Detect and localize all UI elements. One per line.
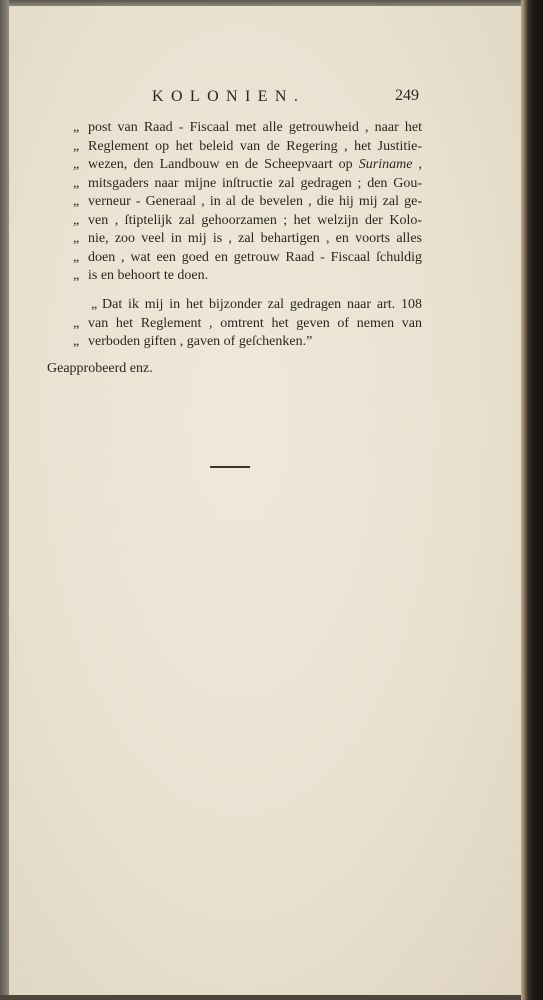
line-text: verneur - Generaal , in al de bevelen , die hij mij zal ge- xyxy=(88,194,422,209)
quotation-mark: „ xyxy=(73,268,80,283)
page-number: 249 xyxy=(395,87,419,104)
quotation-mark: „ xyxy=(73,120,80,135)
text-line xyxy=(73,315,423,334)
line-text: nie, zoo veel in mij is , zal behartigen , en voorts alles xyxy=(88,231,422,246)
text-line xyxy=(73,333,423,352)
quotation-mark: „ xyxy=(73,315,80,331)
quotation-mark: „ xyxy=(73,157,80,172)
text-line xyxy=(73,249,423,268)
line-text-before: wezen, den Landbouw en de Scheepvaart op xyxy=(88,157,359,172)
quotation-mark: „ xyxy=(73,334,80,349)
running-title: KOLONIEN. xyxy=(152,88,306,105)
book-binding-edge xyxy=(521,0,543,1000)
closing-remark: Geapprobeerd enz. xyxy=(47,361,153,376)
quotation-mark: „ xyxy=(73,175,80,191)
line-text: van het Reglement , omtrent het geven of nemen van xyxy=(88,315,422,331)
book-page xyxy=(9,6,521,995)
quotation-mark: „ xyxy=(73,138,80,154)
text-line xyxy=(73,156,423,175)
quotation-mark: „ xyxy=(91,297,98,312)
oath-paragraph-2 xyxy=(73,296,423,352)
line-text: Reglement op het beleid van de Regering , het Justitie- xyxy=(88,138,422,154)
oath-paragraph-1 xyxy=(73,119,423,286)
line-text xyxy=(88,156,422,175)
line-text: mitsgaders naar mijne inſtructie zal gedragen ; den Gou- xyxy=(88,175,422,191)
text-line xyxy=(73,230,423,249)
scan-border-bottom xyxy=(0,995,543,1000)
line-text-after: , xyxy=(412,157,423,172)
line-text: ven , ſtiptelijk zal gehoorzamen ; het welzijn der Kolo- xyxy=(88,212,422,228)
text-line xyxy=(73,119,423,138)
quotation-mark: „ xyxy=(73,249,80,265)
line-text: post van Raad - Fiscaal met alle getrouwheid , naar het xyxy=(88,120,422,135)
line-text: verboden giften , gaven of geſchenken.” xyxy=(88,334,313,349)
text-line xyxy=(73,296,423,315)
text-line xyxy=(73,193,423,212)
quotation-mark: „ xyxy=(73,212,80,228)
section-rule xyxy=(210,466,250,468)
quotation-mark: „ xyxy=(73,194,80,209)
quotation-mark: „ xyxy=(73,231,80,246)
place-name-suriname: Suriname xyxy=(358,157,413,172)
line-text: Dat ik mij in het bijzonder zal gedragen naar art. 108 xyxy=(102,297,422,312)
scan-border-left xyxy=(0,0,9,1000)
text-line xyxy=(73,267,423,286)
line-text: is en behoort te doen. xyxy=(88,268,209,283)
text-line xyxy=(73,175,423,194)
line-text: doen , wat een goed en getrouw Raad - Fiscaal ſchuldig xyxy=(88,249,422,265)
text-line xyxy=(73,212,423,231)
text-line xyxy=(73,138,423,157)
